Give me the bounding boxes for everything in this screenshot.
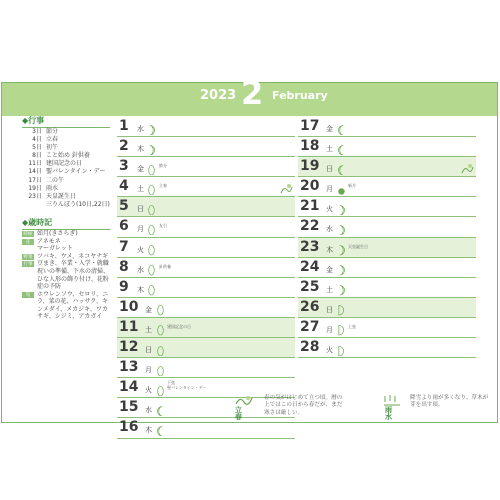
- day-number: 10: [119, 298, 139, 315]
- kigo-section: [22, 217, 110, 321]
- weekday: 木: [145, 426, 152, 435]
- day-row[interactable]: [298, 177, 476, 197]
- day-event: 節分: [159, 163, 167, 169]
- moon-phase-icon: [338, 120, 345, 132]
- day-number: 23: [300, 238, 320, 255]
- event-date: 19日: [28, 184, 42, 192]
- kigo-text: 如月(きさらぎ): [37, 229, 78, 237]
- day-row[interactable]: [117, 278, 295, 298]
- weekday: 水: [326, 225, 333, 234]
- moon-phase-icon: [338, 180, 345, 192]
- day-number: 18: [300, 138, 320, 155]
- weekday: 日: [145, 346, 152, 355]
- day-number: 4: [119, 178, 129, 195]
- day-row[interactable]: [298, 318, 476, 338]
- weekday: 土: [137, 185, 144, 194]
- day-row[interactable]: [298, 137, 476, 157]
- event-row: [22, 128, 110, 136]
- weekday: 土: [326, 145, 333, 154]
- footer-notes: [232, 395, 489, 422]
- moon-phase-icon: [148, 281, 155, 293]
- header-year: 2023: [200, 88, 237, 103]
- day-event: 針供養: [159, 263, 171, 269]
- moon-phase-icon: [148, 180, 155, 192]
- event-date: 23日: [28, 192, 42, 200]
- day-number: 2: [119, 138, 129, 155]
- moon-phase-icon: [338, 261, 345, 273]
- day-row[interactable]: [298, 338, 476, 358]
- event-date: 3日: [32, 128, 42, 135]
- kigo-text: 豆まき、卒業・入学・就職祝いの準備、下水の清掃、ひな人形の飾り付け、花粉症の予防: [37, 260, 110, 291]
- weekday: 月: [326, 185, 333, 194]
- kigo-category: 花: [22, 239, 34, 245]
- event-text: こと始め 針供養: [46, 152, 90, 160]
- kigo-row: [22, 230, 110, 238]
- day-number: 22: [300, 218, 320, 235]
- day-number: 8: [119, 258, 129, 275]
- moon-phase-icon: [338, 220, 345, 232]
- day-number: 26: [300, 298, 320, 315]
- weekday: 火: [326, 346, 333, 355]
- event-text: 節分: [46, 128, 59, 135]
- kigo-list: [22, 230, 110, 321]
- weekday: 土: [145, 325, 152, 334]
- footer-text-1: 春の気がはじめて立つ頃。暦の上ではこの日から春だが、まだ寒さは厳しい。: [264, 395, 343, 416]
- weekday: 金: [145, 305, 152, 314]
- event-text: 二の午: [46, 176, 65, 184]
- moon-phase-icon: [148, 220, 155, 232]
- weekday: 月: [137, 225, 144, 234]
- footer-label-1: 立春: [235, 406, 242, 422]
- day-number: 9: [119, 278, 129, 295]
- sidebar: [22, 115, 110, 321]
- day-row[interactable]: [298, 278, 476, 298]
- weekday: 日: [326, 165, 333, 174]
- event-text: 雨水: [46, 184, 59, 192]
- event-row: [22, 201, 110, 209]
- day-row[interactable]: [298, 258, 476, 278]
- day-row[interactable]: [117, 157, 295, 177]
- moon-phase-icon: [148, 120, 155, 132]
- kigo-text: マーガレット: [37, 245, 73, 253]
- weekday: 日: [326, 305, 333, 314]
- kigo-text: ホウレンソウ、セロリ、ニラ、菜の花、ハッサク、キンメダイ、メカジキ、ワカサギ、シジミ、アカガイ: [37, 290, 109, 321]
- day-number: 19: [300, 158, 320, 175]
- season-icon: [280, 180, 293, 192]
- moon-phase-icon: [148, 261, 155, 273]
- day-row[interactable]: [117, 298, 295, 318]
- day-event: 友引: [159, 223, 167, 229]
- day-row[interactable]: [298, 238, 476, 258]
- weekday: 水: [145, 406, 152, 415]
- day-event: 建国記念の日: [167, 323, 191, 329]
- day-row[interactable]: [117, 418, 295, 438]
- day-number: 3: [119, 158, 129, 175]
- weekday: 木: [326, 245, 333, 254]
- day-row[interactable]: [117, 177, 295, 197]
- event-text: 初午: [46, 144, 59, 152]
- weekday: 月: [145, 366, 152, 375]
- day-row[interactable]: [298, 157, 476, 177]
- day-number: 24: [300, 258, 320, 275]
- moon-phase-icon: [338, 140, 345, 152]
- day-number: 11: [119, 318, 139, 335]
- moon-phase-icon: [338, 160, 345, 172]
- event-text: 天皇誕生日: [46, 192, 77, 200]
- weekday: 水: [137, 265, 144, 274]
- weekday: 金: [326, 125, 333, 133]
- kigo-title: ◆歳時記: [22, 217, 110, 230]
- day-row[interactable]: [298, 298, 476, 318]
- event-row: [22, 193, 110, 201]
- days-column-left: [117, 117, 295, 439]
- kigo-category: [22, 246, 34, 252]
- moon-phase-icon: [148, 200, 155, 212]
- kigo-row: [22, 238, 110, 246]
- day-number: 12: [119, 339, 139, 356]
- day-row[interactable]: [117, 358, 295, 378]
- kigo-text: アネモネ: [37, 237, 61, 245]
- moon-phase-icon: [338, 200, 345, 212]
- season-icon: [461, 160, 474, 172]
- moon-phase-icon: [338, 321, 345, 333]
- event-text: 三りんぼう(10日,22日): [46, 200, 110, 208]
- kigo-row: [22, 260, 110, 290]
- day-number: 27: [300, 318, 320, 335]
- day-row[interactable]: [117, 238, 295, 258]
- days-column-right: [298, 117, 476, 358]
- event-row: [22, 136, 110, 144]
- weekday: 月: [326, 325, 333, 334]
- day-number: 6: [119, 218, 129, 235]
- day-row[interactable]: [117, 258, 295, 278]
- day-number: 28: [300, 339, 320, 356]
- weekday: 火: [137, 245, 144, 254]
- event-date: 14日: [28, 168, 42, 176]
- day-event: 立春: [159, 183, 167, 189]
- event-date: 8日: [32, 152, 42, 160]
- kigo-category: 野菜: [23, 254, 33, 260]
- day-number: 13: [119, 359, 139, 376]
- moon-phase-icon: [157, 421, 164, 433]
- footer-label-2: 雨水: [385, 406, 392, 422]
- kigo-text: ツバキ、ウメ、ネコヤナギ: [37, 252, 109, 260]
- day-event: 新月: [348, 183, 356, 189]
- day-event: 下弦 聖バレンタイン・デー: [167, 380, 207, 390]
- weekday: 土: [326, 285, 333, 294]
- day-number: 16: [119, 419, 139, 436]
- weekday: 木: [137, 285, 144, 294]
- footer-text-2: 降雪より雨が多くなり、草木が芽を出す頃。: [410, 395, 489, 409]
- day-row[interactable]: [117, 318, 295, 338]
- events-list: [22, 128, 110, 209]
- kigo-category: 時候: [23, 231, 33, 237]
- header-month-en: February: [272, 89, 328, 102]
- event-date: 5日: [32, 144, 42, 152]
- moon-phase-icon: [338, 301, 345, 313]
- day-number: 21: [300, 198, 320, 215]
- weekday: 木: [137, 145, 144, 154]
- event-row: [22, 168, 110, 176]
- day-number: 7: [119, 238, 129, 255]
- kigo-row: [22, 291, 110, 321]
- day-event: 上弦: [348, 323, 356, 329]
- event-date: 11日: [28, 160, 42, 168]
- kigo-row: [22, 245, 110, 253]
- event-text: 建国記念の日: [46, 160, 83, 168]
- header-month: 2: [241, 74, 264, 112]
- kigo-category: 旬: [22, 292, 34, 298]
- risshun-icon: [234, 394, 254, 406]
- moon-phase-icon: [338, 281, 345, 293]
- weekday: 火: [326, 205, 333, 214]
- day-row[interactable]: [117, 197, 295, 217]
- weekday: 日: [137, 205, 144, 214]
- moon-phase-icon: [157, 381, 164, 393]
- moon-phase-icon: [338, 241, 345, 253]
- day-number: 15: [119, 399, 139, 416]
- moon-phase-icon: [157, 341, 164, 353]
- event-row: [22, 177, 110, 185]
- moon-phase-icon: [157, 301, 164, 313]
- day-number: 14: [119, 379, 139, 396]
- weekday: 水: [137, 125, 144, 133]
- event-date: 17日: [28, 176, 42, 184]
- day-row[interactable]: [117, 137, 295, 157]
- day-row[interactable]: [298, 217, 476, 237]
- day-number: 5: [119, 198, 129, 215]
- day-row[interactable]: [298, 117, 476, 137]
- moon-phase-icon: [338, 341, 345, 353]
- event-row: [22, 185, 110, 193]
- day-row[interactable]: [117, 338, 295, 358]
- moon-phase-icon: [148, 241, 155, 253]
- weekday: 金: [137, 165, 144, 174]
- weekday: 火: [145, 386, 152, 395]
- day-row[interactable]: [117, 217, 295, 237]
- event-text: 立春: [46, 136, 59, 144]
- moon-phase-icon: [148, 140, 155, 152]
- day-row[interactable]: [298, 197, 476, 217]
- event-text: 聖バレンタイン・デー: [46, 168, 106, 176]
- day-number: 20: [300, 178, 320, 195]
- day-number: 1: [119, 118, 129, 134]
- day-event: 天皇誕生日: [348, 243, 368, 249]
- usui-icon: [382, 394, 402, 406]
- day-row[interactable]: [117, 117, 295, 137]
- moon-phase-icon: [157, 361, 164, 373]
- moon-phase-icon: [157, 401, 164, 413]
- moon-phase-icon: [148, 160, 155, 172]
- day-number: 25: [300, 278, 320, 295]
- moon-phase-icon: [157, 321, 164, 333]
- events-title: ◆行事: [22, 115, 110, 128]
- kigo-category: 行事: [23, 262, 33, 268]
- day-number: 17: [300, 118, 320, 134]
- event-date: 4日: [32, 136, 42, 144]
- weekday: 金: [326, 265, 333, 274]
